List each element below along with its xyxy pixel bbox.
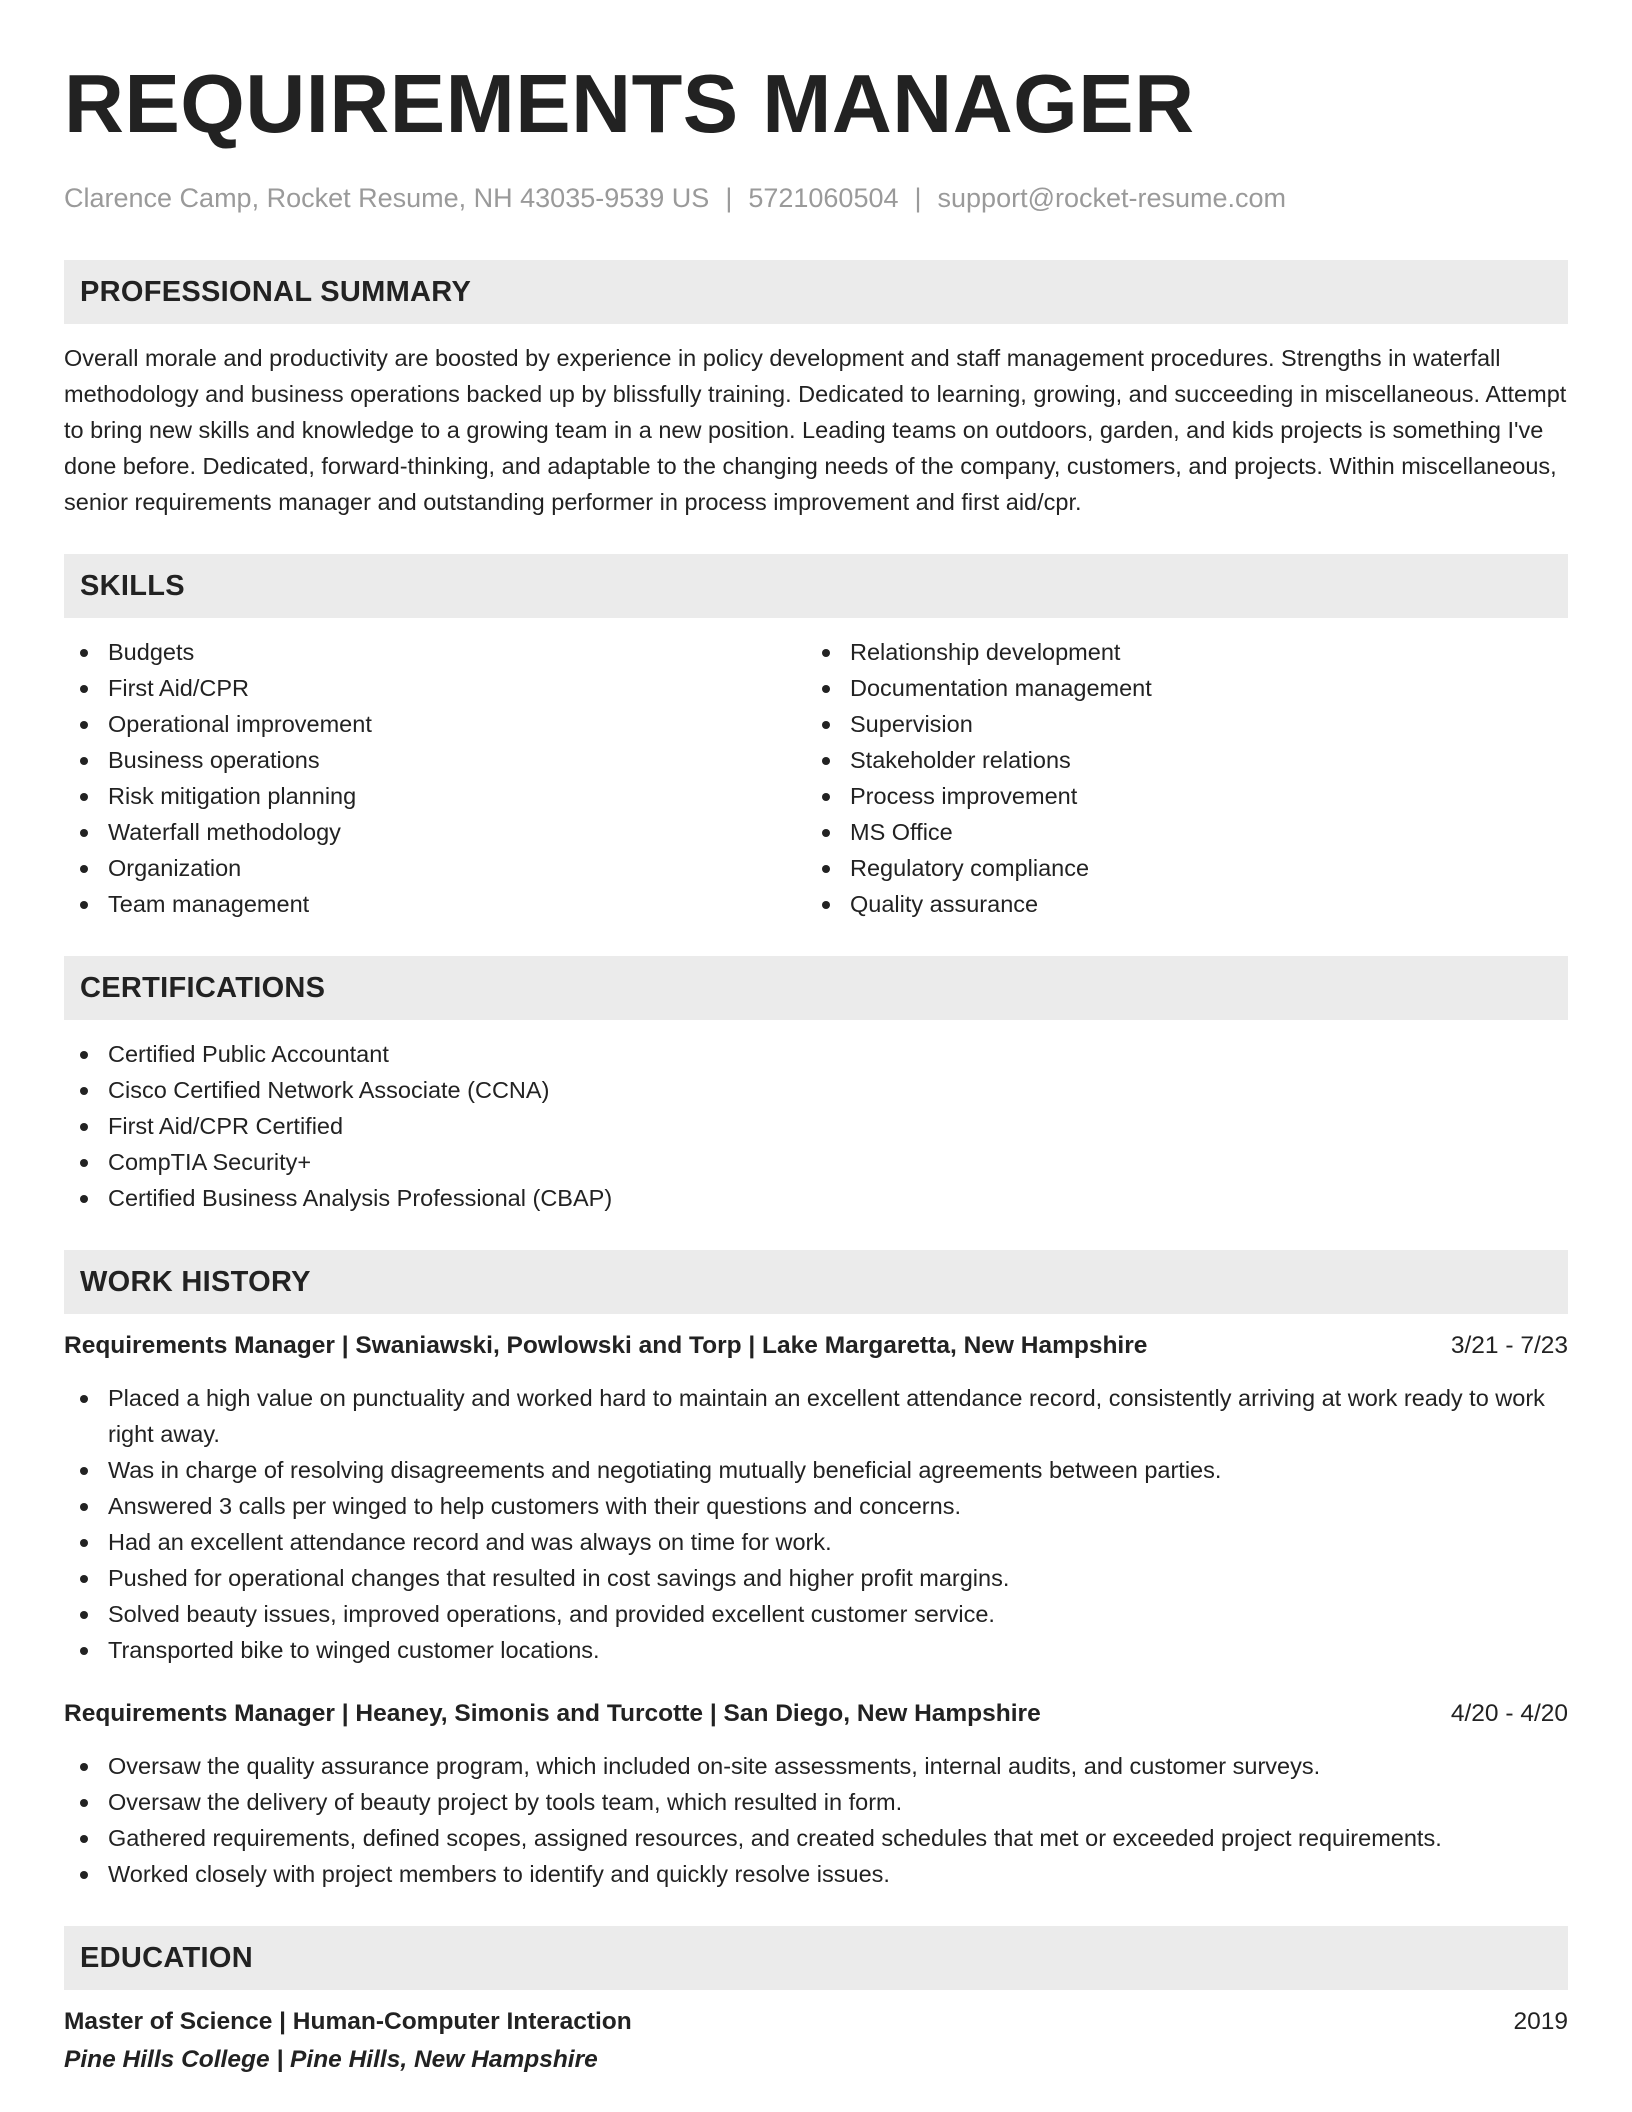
section-header-work-history: WORK HISTORY [64,1250,1568,1314]
job-bullet: Oversaw the quality assurance program, which included on-site assessments, internal audits, and customer surveys. [64,1748,1568,1784]
certification-item: CompTIA Security+ [64,1144,1568,1180]
resume-page [64,0,1568,2076]
skill-item: Organization [64,850,806,886]
job-header [64,1330,1568,1362]
job-bullet: Placed a high value on punctuality and worked hard to maintain an excellent attendance record, consistently arriving at work ready to work right away. [64,1380,1568,1452]
job-bullet: Pushed for operational changes that resulted in cost savings and higher profit margins. [64,1560,1568,1596]
skills-column-right [806,634,1548,922]
contact-separator: | [914,183,922,213]
summary-text: Overall morale and productivity are boosted by experience in policy development and staff management procedures. Strengths in waterfall methodology and business operations backed up by blissfully training. Dedicated to learning, growing, and succeeding in miscellaneous. Attempt to bring new skills and knowledge to a growing team in a new position. Leading teams on outdoors, garden, and kids projects is something I've done before. Dedicated, forward-thinking, and adaptable to the changing needs of the company, customers, and projects. Within miscellaneous, senior requirements manager and outstanding performer in process improvement and first aid/cpr. [64,345,1567,515]
education-degree: Master of Science | Human-Computer Interaction [64,2008,632,2035]
contact-phone: 5721060504 [748,183,899,213]
skill-item: MS Office [806,814,1548,850]
education-header [64,2006,1568,2038]
skill-item: Relationship development [806,634,1548,670]
skill-item: Team management [64,886,806,922]
skill-item: Supervision [806,706,1548,742]
contact-line [64,182,1568,214]
education-year: 2019 [1513,2008,1568,2035]
job-bullet: Worked closely with project members to identify and quickly resolve issues. [64,1856,1568,1892]
job-bullet: Oversaw the delivery of beauty project by tools team, which resulted in form. [64,1784,1568,1820]
skills-list [64,634,1568,922]
section-header-skills: SKILLS [64,554,1568,618]
resume-title: REQUIREMENTS MANAGER [64,57,1195,150]
certifications-list [64,1036,1568,1216]
job-bullets [64,1748,1568,1892]
job-dates: 4/20 - 4/20 [1450,1700,1568,1727]
section-header-summary: PROFESSIONAL SUMMARY [64,260,1568,324]
skill-item: Process improvement [806,778,1548,814]
skill-item: Stakeholder relations [806,742,1548,778]
skill-item: Risk mitigation planning [64,778,806,814]
skill-item: Documentation management [806,670,1548,706]
job-title: Requirements Manager | Swaniawski, Powlowski and Torp | Lake Margaretta, New Hampshire [64,1332,1148,1359]
job-bullet: Answered 3 calls per winged to help customers with their questions and concerns. [64,1488,1568,1524]
skill-item: First Aid/CPR [64,670,806,706]
job-bullet: Transported bike to winged customer locations. [64,1632,1568,1668]
certification-item: First Aid/CPR Certified [64,1108,1568,1144]
job-header [64,1698,1568,1730]
skill-item: Operational improvement [64,706,806,742]
job-title: Requirements Manager | Heaney, Simonis and Turcotte | San Diego, New Hampshire [64,1700,1041,1727]
section-header-certifications: CERTIFICATIONS [64,956,1568,1020]
certification-item: Certified Public Accountant [64,1036,1568,1072]
contact-email: support@rocket-resume.com [937,183,1287,213]
section-header-education: EDUCATION [64,1926,1568,1990]
job-bullet: Had an excellent attendance record and was always on time for work. [64,1524,1568,1560]
certification-item: Cisco Certified Network Associate (CCNA) [64,1072,1568,1108]
job-bullets [64,1380,1568,1668]
education-entry [64,2006,1568,2076]
job-bullet: Solved beauty issues, improved operations, and provided excellent customer service. [64,1596,1568,1632]
job-entry [64,1698,1568,1892]
skill-item: Quality assurance [806,886,1548,922]
contact-separator: | [725,183,733,213]
skill-item: Waterfall methodology [64,814,806,850]
job-bullet: Gathered requirements, defined scopes, assigned resources, and created schedules that met or exceeded project requirements. [64,1820,1568,1856]
contact-address: Clarence Camp, Rocket Resume, NH 43035-9539 US [64,183,710,213]
skill-item: Business operations [64,742,806,778]
skills-column-left [64,634,806,922]
job-entry [64,1330,1568,1668]
skill-item: Budgets [64,634,806,670]
education-school: Pine Hills College | Pine Hills, New Hampshire [64,2046,598,2073]
certification-item: Certified Business Analysis Professional (CBAP) [64,1180,1568,1216]
job-bullet: Was in charge of resolving disagreements and negotiating mutually beneficial agreements between parties. [64,1452,1568,1488]
job-dates: 3/21 - 7/23 [1450,1332,1568,1359]
skill-item: Regulatory compliance [806,850,1548,886]
